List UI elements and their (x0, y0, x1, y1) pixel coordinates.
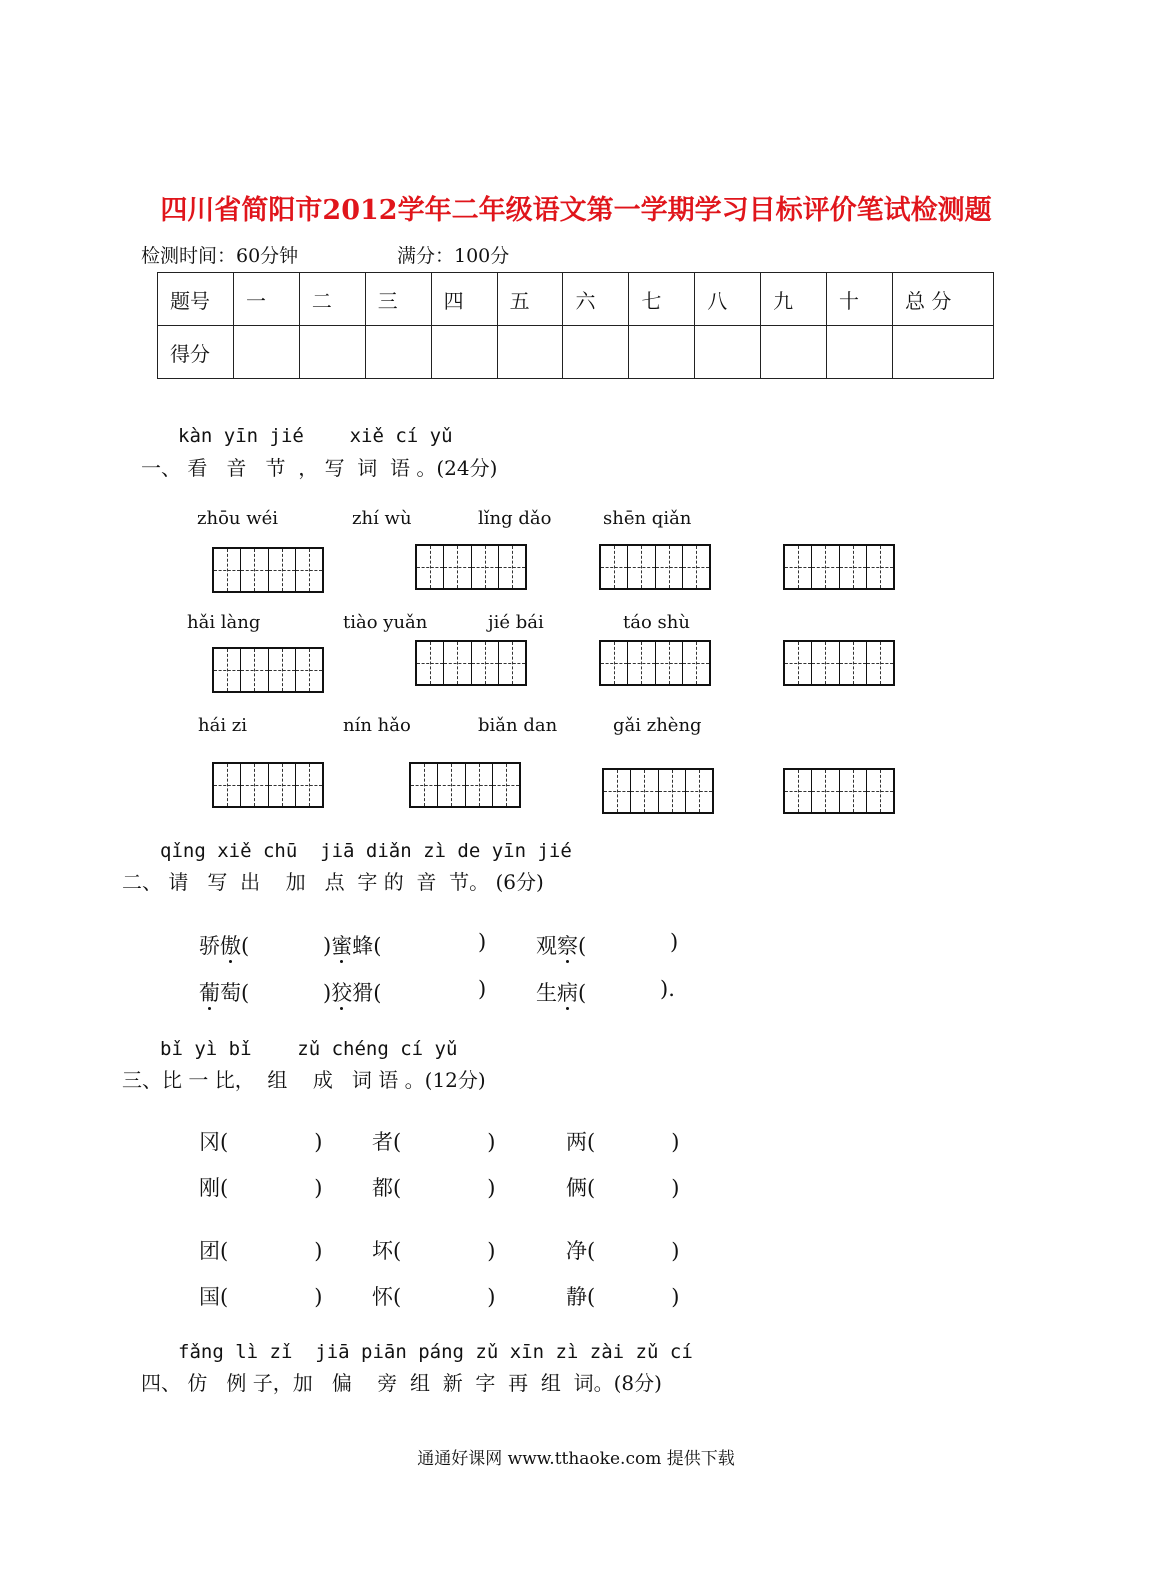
score-table (157, 272, 994, 379)
pinyin-word: zhōu wéi (197, 508, 279, 529)
char: 两 (566, 1130, 587, 1154)
char-item: 者( ) (372, 1130, 496, 1154)
char-item: 冈( ) (199, 1130, 323, 1154)
char: 生 (536, 981, 557, 1005)
char: 净 (566, 1239, 587, 1263)
bracket: ). (660, 977, 675, 1001)
writing-grid[interactable] (783, 768, 895, 814)
score-cell[interactable] (695, 326, 761, 379)
char: 团 (199, 1239, 220, 1263)
writing-grid[interactable] (212, 647, 324, 693)
char-item: 两( ) (566, 1130, 680, 1154)
score-cell[interactable] (234, 326, 300, 379)
pinyin-word: táo shù (623, 612, 690, 633)
bracket: ) (323, 981, 332, 1005)
pinyin-word: nín hǎo (343, 715, 411, 736)
writing-grid[interactable] (599, 640, 711, 686)
page-title: 四川省简阳市2012学年二年级语文第一学期学习目标评价笔试检测题 (160, 195, 992, 226)
writing-grid[interactable] (783, 544, 895, 590)
char: 萄 (220, 981, 241, 1005)
char: 国 (199, 1285, 220, 1309)
table-header: 二 (299, 273, 365, 326)
char: 蜂 (352, 934, 374, 958)
score-table-score-row (158, 326, 994, 379)
char-item: 俩( ) (566, 1176, 680, 1200)
writing-grid[interactable] (602, 768, 714, 814)
char-item: 刚( ) (199, 1176, 323, 1200)
dotted-char: 察 (557, 934, 578, 958)
char: 猾 (352, 981, 374, 1005)
char-item: 净( ) (566, 1239, 680, 1263)
score-cell[interactable] (893, 326, 994, 379)
section1-pinyin: kàn yīn jié xiě cí yǔ (178, 425, 453, 447)
char: 静 (566, 1285, 587, 1309)
footer-source: 通通好课网 www.tthaoke.com 提供下载 (417, 1449, 735, 1469)
char-item: 都( ) (372, 1176, 496, 1200)
score-cell[interactable] (761, 326, 827, 379)
char: 刚 (199, 1176, 220, 1200)
table-header: 八 (695, 273, 761, 326)
pinyin-word: tiào yuǎn (343, 612, 428, 633)
dotted-word-item: 葡萄( (199, 981, 250, 1005)
char: 者 (372, 1130, 393, 1154)
score-cell[interactable] (299, 326, 365, 379)
writing-grid[interactable] (212, 547, 324, 593)
dotted-word-item: 骄傲( (199, 934, 250, 958)
section2-heading: 二、 请 写 出 加 点 字 的 音 节。 (6分) (122, 870, 544, 894)
pinyin-word: hái zi (198, 715, 248, 736)
table-header: 一 (234, 273, 300, 326)
char: 观 (536, 934, 557, 958)
writing-grid[interactable] (212, 762, 324, 808)
row-label: 得分 (158, 326, 234, 379)
score-cell[interactable] (827, 326, 893, 379)
table-header: 九 (761, 273, 827, 326)
section1-heading: 一、 看 音 节 ， 写 词 语 。(24分) (141, 456, 498, 480)
pinyin-word: hǎi làng (187, 612, 261, 633)
pinyin-word: gǎi zhèng (613, 715, 702, 736)
char: 冈 (199, 1130, 220, 1154)
writing-grid[interactable] (409, 762, 521, 808)
table-header: 七 (629, 273, 695, 326)
score-cell[interactable] (563, 326, 629, 379)
dotted-word-item: 生病( (536, 981, 587, 1005)
test-time: 检测时间：60分钟 (141, 245, 299, 267)
char: 俩 (566, 1176, 587, 1200)
bracket: ) (323, 934, 332, 958)
pinyin-word: lǐng dǎo (478, 508, 552, 529)
dotted-char: 葡 (199, 981, 220, 1005)
writing-grid[interactable] (415, 544, 527, 590)
table-header: 五 (497, 273, 563, 326)
dotted-word-item: )狡猾( (323, 981, 382, 1005)
section3-heading: 三、比 一 比， 组 成 词 语 。(12分) (122, 1068, 486, 1092)
section3-pinyin: bǐ yì bǐ zǔ chéng cí yǔ (160, 1038, 458, 1060)
pinyin-word: zhí wù (352, 508, 412, 529)
section4-heading: 四、 仿 例 子，加 偏 旁 组 新 字 再 组 词。(8分) (141, 1371, 662, 1395)
dotted-char: 狡 (331, 981, 353, 1005)
pinyin-word: jié bái (488, 612, 544, 633)
section4-pinyin: fǎng lì zǐ jiā piān páng zǔ xīn zì zài zǔ cí (178, 1341, 693, 1363)
table-header: 四 (431, 273, 497, 326)
char-item: 团( ) (199, 1239, 323, 1263)
char-item: 国( ) (199, 1285, 323, 1309)
char: 坏 (372, 1239, 393, 1263)
char: 怀 (372, 1285, 393, 1309)
char-item: 静( ) (566, 1285, 680, 1309)
char-item: 怀( ) (372, 1285, 496, 1309)
dotted-char: 蜜 (331, 934, 353, 958)
bracket: ) (670, 930, 679, 954)
full-score: 满分：100分 (397, 245, 510, 267)
char: 都 (372, 1176, 393, 1200)
dotted-char: 傲 (220, 934, 241, 958)
table-header: 总 分 (893, 273, 994, 326)
dotted-char: 病 (557, 981, 578, 1005)
writing-grid[interactable] (415, 640, 527, 686)
score-cell[interactable] (431, 326, 497, 379)
score-table-header-row (158, 273, 994, 326)
pinyin-word: biǎn dan (478, 715, 558, 736)
dotted-word-item: )蜜蜂( (323, 934, 382, 958)
table-header: 十 (827, 273, 893, 326)
char: 骄 (199, 934, 220, 958)
score-cell[interactable] (497, 326, 563, 379)
table-header: 题号 (158, 273, 234, 326)
writing-grid[interactable] (599, 544, 711, 590)
pinyin-word: shēn qiǎn (603, 508, 692, 529)
section2-pinyin: qǐng xiě chū jiā diǎn zì de yīn jié (160, 840, 572, 862)
writing-grid[interactable] (783, 640, 895, 686)
bracket: ) (478, 977, 487, 1001)
dotted-word-item: 观察( (536, 934, 587, 958)
table-header: 三 (365, 273, 431, 326)
score-cell[interactable] (629, 326, 695, 379)
table-header: 六 (563, 273, 629, 326)
score-cell[interactable] (365, 326, 431, 379)
bracket: ) (478, 930, 487, 954)
char-item: 坏( ) (372, 1239, 496, 1263)
